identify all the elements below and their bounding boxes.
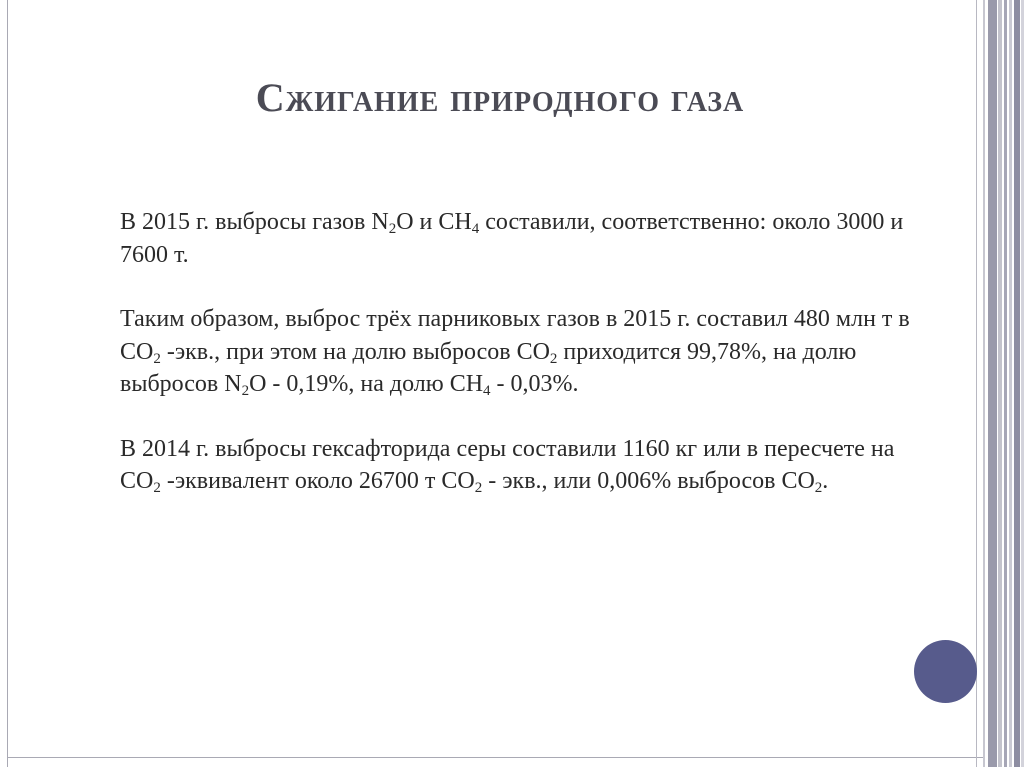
subscript: 2	[388, 221, 397, 237]
text-run: -экв., при этом на долю выбросов CO	[160, 338, 550, 365]
text-run: приходится 99,78%, на долю выбросов N	[120, 338, 857, 397]
text-run: .	[822, 468, 829, 494]
subscript: 4	[471, 221, 480, 237]
decor-stripe	[1004, 0, 1007, 767]
slide-title: Сжигание природного газа	[255, 75, 745, 120]
subscript: 2	[153, 480, 161, 496]
frame-bottom-border	[7, 757, 983, 758]
subscript: 2	[241, 383, 250, 399]
text-run: В 2015 г. выбросы газов N	[120, 209, 389, 235]
text-run: - 0,03%.	[490, 371, 579, 397]
subscript: 2	[814, 480, 823, 496]
paragraph-3	[120, 433, 910, 498]
decor-circle	[914, 640, 977, 703]
slide-body	[120, 206, 910, 530]
subscript: 2	[153, 350, 161, 367]
subscript: 2	[549, 350, 558, 367]
text-run: -эквивалент около 26700 т CO	[160, 468, 475, 494]
text-run: O - 0,19%, на долю CH	[249, 371, 484, 397]
text-run: составили, соответственно: около 3000 и 7600 т.	[120, 209, 904, 268]
decor-stripe	[1014, 0, 1020, 767]
subscript: 2	[474, 480, 483, 496]
paragraph-2	[120, 303, 910, 401]
text-run: - экв., или 0,006% выбросов CO	[482, 468, 815, 494]
decor-stripe	[1009, 0, 1012, 767]
text-run: Таким образом, выброс трёх парниковых газов в 2015 г. составил 480 млн т в CO	[120, 306, 910, 365]
text-run: В 2014 г. выбросы гексафторида серы составили 1160 кг или в пересчете на CO	[120, 435, 895, 494]
subscript: 4	[483, 383, 491, 399]
paragraph-1	[120, 206, 910, 271]
text-run: O и CH	[396, 209, 472, 235]
